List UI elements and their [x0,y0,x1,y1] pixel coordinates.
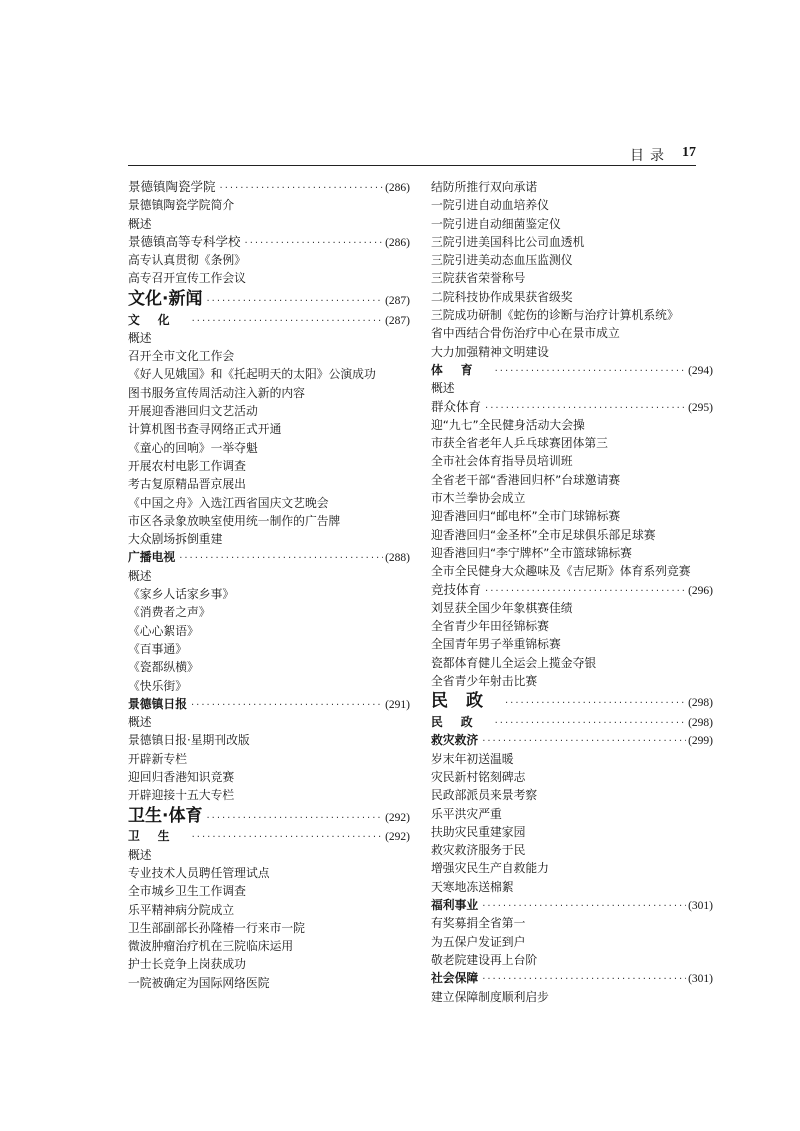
toc-section-entry [128,827,410,845]
toc-section-entry [431,581,713,599]
dot-leader [482,733,686,749]
toc-entry-title: 召开全市文化工作会 [128,349,235,364]
toc-entry [128,901,410,919]
toc-entry [128,475,410,493]
toc-entry-title: 全市全民健身大众趣味及《吉尼斯》体育系列竞赛 [431,564,691,579]
toc-entry-title: 《心心絮语》 [128,623,199,638]
toc-entry [128,567,410,585]
toc-entry [128,347,410,365]
toc-entry-title: 市木兰拳协会成立 [431,491,526,506]
dot-leader [485,583,686,599]
toc-entry [128,196,410,214]
toc-entry-title: 开辟新专栏 [128,751,187,766]
toc-entry [431,416,713,434]
toc-entry-title: 大众剧场拆倒重建 [128,532,223,547]
toc-entry-title: 群众体育 [431,398,482,414]
toc-entry [431,933,713,951]
toc-entry-title: 景德镇日报 [128,696,187,711]
toc-entry [431,471,713,489]
toc-entry-title: 考古复原精品晋京展出 [128,477,246,492]
toc-page-number: (295) [688,401,713,414]
toc-entry-title: 为五保户发证到户 [431,934,526,949]
toc-page-number: (298) [688,697,713,710]
toc-entry [431,306,713,324]
toc-entry [431,859,713,877]
toc-entry-title: 概述 [128,715,152,730]
toc-entry-title: 文化·新闻 [128,288,203,309]
toc-entry-title: 迎香港回归“金圣杯”全市足球俱乐部足球赛 [431,527,656,542]
toc-entry [431,178,713,196]
toc-entry-title: 卫生部副部长孙隆椿一行来市一院 [128,920,305,935]
toc-entry [431,288,713,306]
toc-entry [128,603,410,621]
toc-entry-title: 民政 [431,691,501,712]
toc-entry [431,823,713,841]
toc-right-column [431,178,713,1006]
toc-entry-title: 刘昱获全国少年象棋赛佳绩 [431,600,573,615]
toc-entry [128,974,410,992]
toc-entry [431,269,713,287]
toc-entry-title: 《中国之舟》入选江西省国庆文艺晚会 [128,495,329,510]
toc-entry-title: 《家乡人话家乡事》 [128,587,235,602]
toc-entry-title: 《童心的回响》一举夺魁 [128,440,258,455]
toc-entry-title: 敬老院建设再上台阶 [431,952,538,967]
toc-entry [431,452,713,470]
dot-leader [482,898,686,914]
dot-leader [245,235,384,251]
toc-entry [431,526,713,544]
toc-entry-title: 建立保障制度顺利启步 [431,989,549,1004]
toc-page-number: (291) [385,698,410,711]
toc-entry-title: 二院科技协作成果获省级奖 [431,289,573,304]
toc-entry [128,786,410,804]
toc-entry [128,937,410,955]
toc-entry [431,233,713,251]
toc-entry-title: 全省老干部“香港回归杯”台球邀请赛 [431,472,621,487]
toc-entry-title: 全省青少年田径锦标赛 [431,619,549,634]
dot-leader [192,313,383,329]
toc-entry-title: 《快乐街》 [128,678,187,693]
toc-entry-title: 三院引进美国科比公司血透机 [431,234,585,249]
toc-entry [431,768,713,786]
toc-entry [431,251,713,269]
toc-page-number: (288) [385,552,410,565]
toc-entry [128,658,410,676]
toc-entry-title: 结防所推行双向承诺 [431,180,538,194]
toc-entry-title: 景德镇日报·星期刊改版 [128,733,250,748]
toc-entry-title: 体育 [431,362,491,377]
toc-entry [431,786,713,804]
toc-entry [431,562,713,580]
header-rule [128,165,696,166]
toc-entry-title: 迎香港回归“邮电杯”全市门球锦标赛 [431,509,621,524]
toc-entry-title: 《消费者之声》 [128,605,211,620]
toc-section-entry [128,695,410,713]
dot-leader [220,180,384,196]
toc-entry [431,215,713,233]
toc-entry [128,494,410,512]
toc-entry-title: 省中西结合骨伤治疗中心在景市成立 [431,326,620,341]
page-number: 17 [682,145,696,160]
dot-leader [495,715,686,731]
toc-left-column [128,178,410,992]
toc-page-number: (286) [385,236,410,249]
toc-page-number: (292) [385,831,410,844]
toc-entry-title: 《百事通》 [128,641,187,656]
toc-section-entry [431,896,713,914]
toc-entry-title: 市区各录象放映室使用统一制作的广告牌 [128,513,341,528]
toc-entry [128,420,410,438]
toc-entry-title: 乐平洪灾严重 [431,806,502,821]
dot-leader [482,971,686,987]
toc-section-entry [431,690,713,713]
toc-entry-title: 一院引进自动血培养仪 [431,198,549,213]
dot-leader [495,363,686,379]
toc-entry [128,251,410,269]
toc-entry-title: 广播电视 [128,550,176,565]
toc-entry-title: 概述 [128,330,152,345]
toc-entry-title: 市获全省老年人乒乓球赛团体第三 [431,436,608,451]
toc-entry [431,914,713,932]
toc-entry [431,750,713,768]
toc-entry-title: 卫生 [128,829,188,844]
toc-section-entry [128,548,410,566]
toc-entry-title: 《好人见娥国》和《托起明天的太阳》公演成功 [128,367,376,382]
dot-leader [206,808,383,828]
toc-entry [128,439,410,457]
toc-entry-title: 全省青少年射击比赛 [431,674,538,689]
toc-entry [431,379,713,397]
toc-page-number: (301) [688,900,713,913]
toc-entry-title: 卫生·体育 [128,805,203,826]
toc-entry [128,457,410,475]
toc-page-number: (292) [385,811,410,824]
toc-entry-title: 概述 [128,568,152,583]
toc-section-entry [128,805,410,828]
toc-entry [128,731,410,749]
toc-entry-title: 景德镇陶瓷学院 [128,179,216,194]
toc-entry [431,324,713,342]
toc-section-entry [128,288,410,311]
toc-entry [431,343,713,361]
header-title: 目录 [630,148,670,164]
toc-entry-title: 开展迎香港回归文艺活动 [128,404,258,419]
toc-entry [431,841,713,859]
toc-entry [128,530,410,548]
toc-entry [128,622,410,640]
toc-entry [431,544,713,562]
toc-entry-title: 开辟迎接十五大专栏 [128,788,235,803]
toc-entry [128,768,410,786]
toc-entry-title: 增强灾民生产自救能力 [431,861,549,876]
toc-entry [128,713,410,731]
toc-entry [431,654,713,672]
toc-entry [128,864,410,882]
toc-entry-title: 灾民新村铭刻碑志 [431,770,526,784]
toc-entry [128,384,410,402]
toc-entry-title: 微波肿瘤治疗机在三院临床运用 [128,939,294,954]
toc-page-number: (301) [688,973,713,986]
toc-entry-title: 全市城乡卫生工作调查 [128,884,246,899]
running-header [128,143,696,163]
toc-entry-title: 图书服务宣传周活动注入新的内容 [128,385,305,400]
toc-entry [431,635,713,653]
toc-entry-title: 瓷都体育健儿全运会上揽金夺银 [431,655,597,670]
toc-entry [128,955,410,973]
toc-entry [431,434,713,452]
toc-entry-title: 福利事业 [431,898,479,913]
toc-section-entry [431,731,713,749]
toc-section-entry [128,178,410,196]
toc-page-number: (294) [688,364,713,377]
toc-section-entry [431,969,713,987]
toc-entry-title: 民政 [431,715,491,730]
toc-entry-title: 景德镇高等专科学校 [128,233,241,249]
toc-page-number: (286) [385,182,410,194]
toc-entry [431,988,713,1006]
toc-entry [431,951,713,969]
toc-entry [128,640,410,658]
toc-entry-title: 迎香港回归“李宁牌杯”全市篮球锦标赛 [431,545,632,560]
dot-leader [206,291,383,311]
toc-entry-title: 开展农村电影工作调查 [128,458,246,473]
toc-entry-title: 救灾救济 [431,733,479,748]
toc-entry [128,329,410,347]
dot-leader [179,550,383,566]
toc-entry-title: 有奖募捐全省第一 [431,916,526,931]
toc-entry-title: 迎“九七”全民健身活动大会操 [431,417,585,432]
toc-page-number: (287) [385,314,410,327]
toc-page-number: (296) [688,584,713,597]
toc-section-entry [431,398,713,416]
toc-entry-title: 景德镇陶瓷学院简介 [128,198,235,213]
toc-entry-title: 迎回归香港知识竞赛 [128,770,235,784]
toc-section-entry [128,311,410,329]
toc-entry-title: 专业技术人员聘任管理试点 [128,865,270,880]
toc-entry [431,617,713,635]
toc-page-number: (298) [688,717,713,730]
toc-entry-title: 概述 [431,381,455,396]
toc-entry-title: 乐平精神病分院成立 [128,902,235,917]
toc-entry-title: 高专召开宣传工作会议 [128,271,246,286]
toc-entry [128,750,410,768]
toc-entry-title: 竞技体育 [431,581,482,597]
toc-entry-title: 天寒地冻送棉絮 [431,879,514,894]
toc-entry [128,402,410,420]
toc-entry-title: 全市社会体育指导员培训班 [431,454,573,469]
toc-entry [431,672,713,690]
toc-entry [431,489,713,507]
toc-entry-title: 全国青年男子举重锦标赛 [431,637,561,652]
toc-entry-title: 三院获省荣誉称号 [431,271,526,286]
toc-entry-title: 救灾救济服务于民 [431,843,526,858]
dot-leader [191,697,383,713]
toc-entry-title: 《瓷都纵横》 [128,660,199,675]
toc-entry [431,878,713,896]
toc-entry-title: 三院引进美动态血压监测仪 [431,253,573,268]
toc-entry [431,507,713,525]
toc-entry-title: 社会保障 [431,971,479,986]
toc-entry-title: 概述 [128,216,152,231]
toc-entry [128,215,410,233]
toc-page-number: (287) [385,294,410,307]
toc-entry-title: 扶助灾民重建家园 [431,824,526,839]
toc-entry-title: 岁末年初送温暖 [431,751,514,766]
toc-entry-title: 大力加强精神文明建设 [431,344,549,359]
toc-entry [431,805,713,823]
toc-entry-title: 护士长竞争上岗获成功 [128,957,246,972]
toc-entry [431,196,713,214]
toc-entry-title: 民政部派员来景考察 [431,788,538,803]
toc-entry-title: 一院被确定为国际网络医院 [128,975,270,990]
dot-leader [505,693,686,713]
toc-entry [431,599,713,617]
toc-entry-title: 一院引进自动细菌鉴定仪 [431,216,561,231]
toc-entry [128,365,410,383]
toc-entry-title: 三院成功研制《蛇伤的诊断与治疗计算机系统》 [431,308,679,323]
toc-entry [128,846,410,864]
toc-section-entry [431,361,713,379]
toc-entry-title: 计算机图书查寻网络正式开通 [128,422,282,437]
toc-entry [128,677,410,695]
toc-entry [128,269,410,287]
toc-section-entry [128,233,410,251]
toc-entry [128,882,410,900]
toc-entry-title: 文化 [128,312,188,327]
dot-leader [192,829,383,845]
toc-page-number: (299) [688,735,713,748]
dot-leader [485,400,686,416]
toc-entry-title: 高专认真贯彻《条例》 [128,253,246,268]
toc-entry-title: 概述 [128,847,152,862]
toc-section-entry [431,713,713,731]
toc-entry [128,512,410,530]
toc-entry [128,919,410,937]
toc-entry [128,585,410,603]
